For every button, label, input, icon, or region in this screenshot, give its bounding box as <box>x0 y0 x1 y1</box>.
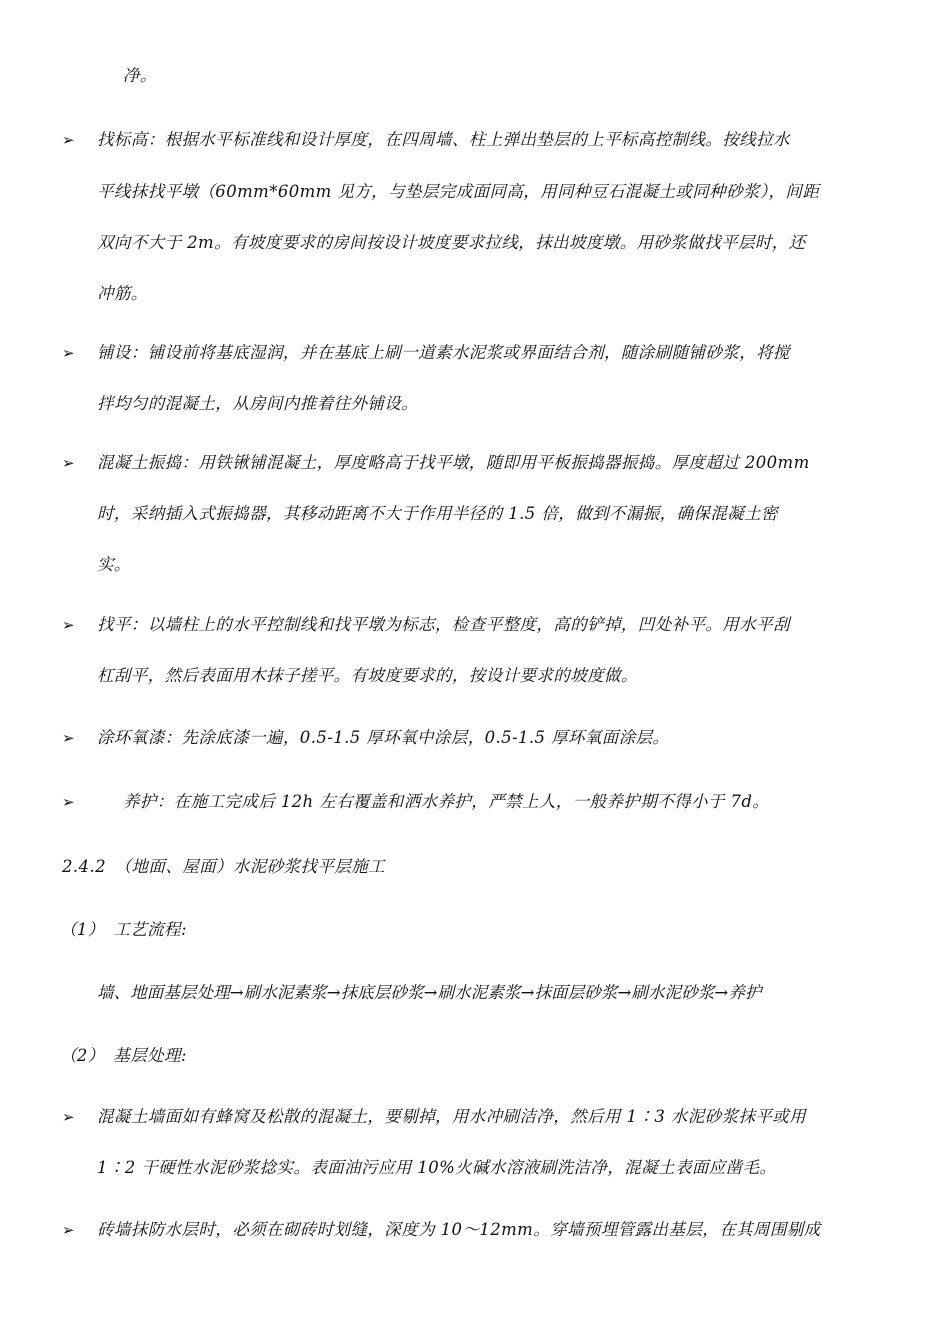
list-item-text: 冲筋。 <box>97 284 148 303</box>
list-item-text: 砖墙抹防水层时，必须在砌砖时划缝，深度为 10～12mm。穿墙预埋管露出基层，在其周围剔成 <box>97 1220 821 1239</box>
list-item-text: 双向不大于 2m。有坡度要求的房间按设计坡度要求拉线，抹出坡度墩。用砂浆做找平层时，还 <box>97 233 806 252</box>
list-item-text: 拌均匀的混凝土，从房间内推着往外铺设。 <box>97 394 419 413</box>
subheading: （2） 基层处理: <box>60 1046 187 1065</box>
list-bullet-icon: ➢ <box>62 729 75 747</box>
list-item-text: 实。 <box>97 555 131 574</box>
list-item-text: 养护：在施工完成后 12h 左右覆盖和洒水养护，严禁上人，一般养护期不得小于 7d。 <box>123 792 770 811</box>
list-item-text: 平线抹找平墩（60mm*60mm 见方，与垫层完成面同高，用同种豆石混凝土或同种砂浆），间距 <box>97 182 820 201</box>
list-item-text: 混凝土振捣：用铁锹铺混凝土，厚度略高于找平墩，随即用平板振捣器振捣。厚度超过 200mm <box>97 453 810 472</box>
subheading: （1） 工艺流程: <box>60 920 187 939</box>
list-item-text: 找平：以墙柱上的水平控制线和找平墩为标志，检查平整度，高的铲掉，凹处补平。用水平刮 <box>97 615 790 634</box>
list-bullet-icon: ➢ <box>62 1221 75 1239</box>
list-item-text: 涂环氧漆：先涂底漆一遍，0.5-1.5 厚环氧中涂层，0.5-1.5 厚环氧面涂层。 <box>97 728 670 747</box>
section-heading: 2.4.2 （地面、屋面）水泥砂浆找平层施工 <box>62 857 386 876</box>
list-item-text: 杠刮平，然后表面用木抹子搓平。有坡度要求的，按设计要求的坡度做。 <box>97 666 638 685</box>
list-item-text: 时，采纳插入式振捣器，其移动距离不大于作用半径的 1.5 倍，做到不漏振，确保混凝土密 <box>97 504 778 523</box>
list-item-text: 混凝土墙面如有蜂窝及松散的混凝土，要剔掉，用水冲刷洁净，然后用 1∶3 水泥砂浆抹平或用 <box>97 1107 807 1126</box>
list-bullet-icon: ➢ <box>62 344 75 362</box>
list-bullet-icon: ➢ <box>62 454 75 472</box>
list-bullet-icon: ➢ <box>62 616 75 634</box>
list-bullet-icon: ➢ <box>62 1108 75 1126</box>
list-item-text: 铺设：铺设前将基底湿润，并在基底上刷一道素水泥浆或界面结合剂，随涂刷随铺砂浆，将搅 <box>97 343 790 362</box>
list-item-text: 找标高：根据水平标准线和设计厚度，在四周墙、柱上弹出垫层的上平标高控制线。按线拉水 <box>97 130 790 149</box>
paragraph-continuation: 净。 <box>123 66 157 85</box>
process-flow-text: 墙、地面基层处理→刷水泥素浆→抹底层砂浆→刷水泥素浆→抹面层砂浆→刷水泥砂浆→养护 <box>97 983 762 1002</box>
list-bullet-icon: ➢ <box>62 793 75 811</box>
list-bullet-icon: ➢ <box>62 131 75 149</box>
list-item-text: 1∶2 干硬性水泥砂浆捻实。表面油污应用 10%火碱水溶液刷洗洁净，混凝土表面应凿毛。 <box>97 1158 777 1177</box>
